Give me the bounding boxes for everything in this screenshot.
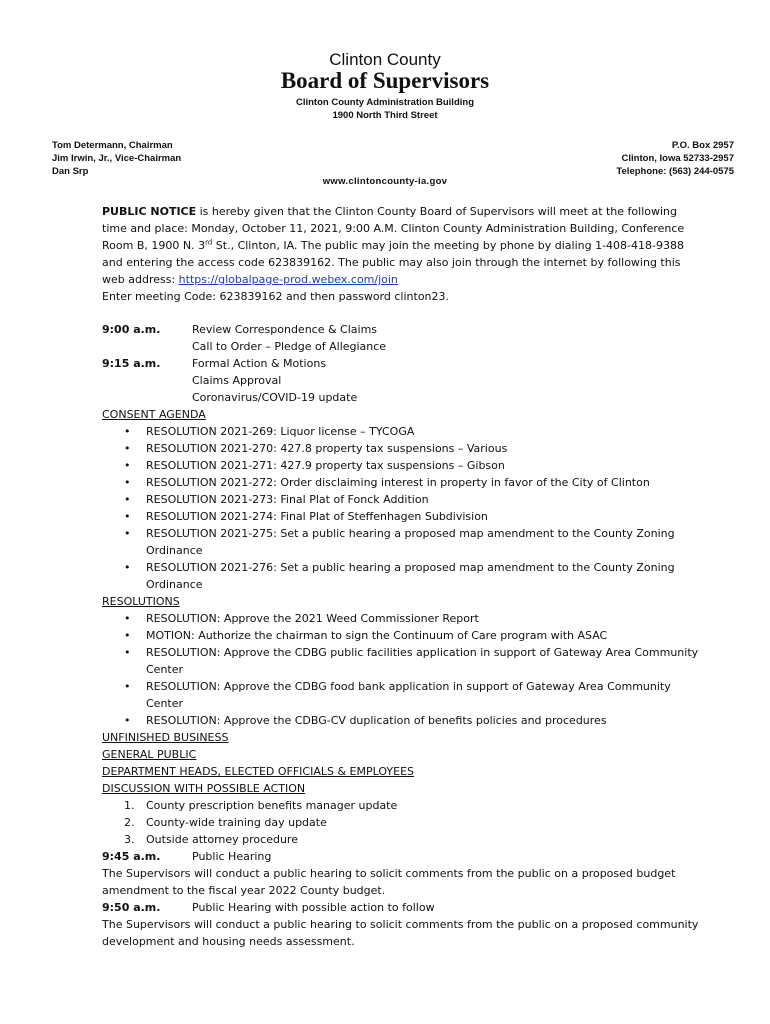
discussion-heading: DISCUSSION WITH POSSIBLE ACTION (102, 782, 306, 795)
item-text: Outside attorney procedure (146, 833, 298, 846)
hearing-row (102, 899, 702, 916)
schedule-row (102, 355, 702, 372)
public-notice (102, 203, 702, 305)
list-item: • RESOLUTION 2021-274: Final Plat of Steffenhagen Subdivision (102, 508, 702, 525)
agenda-body (102, 203, 702, 950)
county-title: Clinton County (329, 50, 441, 69)
schedule-item: Call to Order – Pledge of Allegiance (192, 340, 387, 353)
hearing-title: Public Hearing (192, 850, 272, 863)
list-item: • RESOLUTION: Approve the CDBG-CV duplication of benefits policies and procedures (102, 712, 702, 729)
list-item: • RESOLUTION 2021-271: 427.9 property tax suspensions – Gibson (102, 457, 702, 474)
schedule-time (102, 389, 192, 406)
item-number: 2. (124, 816, 135, 829)
schedule-row (102, 321, 702, 338)
street-address: 1900 North Third Street (332, 110, 438, 121)
list-item: • RESOLUTION 2021-275: Set a public hearing a proposed map amendment to the County Zoning Ordinance (102, 525, 702, 559)
item-number: 1. (124, 799, 135, 812)
meeting-code: Enter meeting Code: 623839162 and then password clinton23. (102, 290, 450, 303)
discussion-list (102, 797, 702, 848)
list-item: • RESOLUTION 2021-276: Set a public hearing a proposed map amendment to the County Zoning Ordinance (102, 559, 702, 593)
hearing-time: 9:50 a.m. (102, 901, 161, 914)
notice-line: St., Clinton, IA. The public may join the meeting by phone by dialing 1-408-418-9388 (212, 239, 684, 252)
notice-line: web address: (102, 273, 179, 286)
list-item: • RESOLUTION 2021-270: 427.8 property tax suspensions – Various (102, 440, 702, 457)
schedule-item: Claims Approval (192, 374, 282, 387)
hearing-description: The Supervisors will conduct a public hearing to solicit comments from the public on a proposed community development and housing needs assessment. (102, 918, 699, 948)
officials-list (52, 139, 181, 178)
telephone: Telephone: (563) 244-0575 (616, 166, 734, 177)
list-item: • RESOLUTION: Approve the CDBG public facilities application in support of Gateway Area Community Center (102, 644, 702, 678)
unfinished-business-heading: UNFINISHED BUSINESS (102, 731, 229, 744)
consent-agenda-list (102, 423, 702, 593)
item-text: County-wide training day update (146, 816, 327, 829)
notice-line: Room B, 1900 N. 3 (102, 239, 206, 252)
hearing-description: The Supervisors will conduct a public hearing to solicit comments from the public on a proposed budget amendment to the fiscal year 2022 County budget. (102, 867, 676, 897)
official-member: Dan Srp (52, 166, 89, 177)
list-item: • RESOLUTION: Approve the 2021 Weed Commissioner Report (102, 610, 702, 627)
list-item (102, 814, 702, 831)
consent-agenda-heading: CONSENT AGENDA (102, 408, 206, 421)
resolutions-heading: RESOLUTIONS (102, 595, 180, 608)
notice-line: time and place: Monday, October 11, 2021, 9:00 A.M. Clinton County Administration Building, Conference (102, 222, 685, 235)
notice-line: and entering the access code 623839162. The public may also join through the internet by following this (102, 256, 681, 269)
list-item: • RESOLUTION: Approve the CDBG food bank application in support of Gateway Area Community Center (102, 678, 702, 712)
official-chairman: Tom Determann, Chairman (52, 140, 173, 151)
schedule-time: 9:15 a.m. (102, 357, 161, 370)
schedule-time (102, 372, 192, 389)
schedule-row (102, 338, 702, 355)
schedule-row (102, 389, 702, 406)
list-item: • RESOLUTION 2021-272: Order disclaiming interest in property in favor of the City of Clinton (102, 474, 702, 491)
list-item: • RESOLUTION 2021-273: Final Plat of Fonck Addition (102, 491, 702, 508)
building-name: Clinton County Administration Building (295, 97, 474, 108)
item-number: 3. (124, 833, 135, 846)
schedule-time: 9:00 a.m. (102, 323, 161, 336)
list-item (102, 797, 702, 814)
item-text: County prescription benefits manager update (146, 799, 398, 812)
city-zip: Clinton, Iowa 52733-2957 (621, 153, 734, 164)
webex-link[interactable]: https://globalpage-prod.webex.com/join (178, 273, 398, 286)
board-title: Board of Supervisors (280, 68, 490, 93)
hearing-time: 9:45 a.m. (102, 850, 161, 863)
department-heads-heading: DEPARTMENT HEADS, ELECTED OFFICIALS & EMPLOYEES (102, 765, 415, 778)
general-public-heading: GENERAL PUBLIC (102, 748, 197, 761)
schedule-item: Coronavirus/COVID-19 update (192, 391, 358, 404)
hearing-title: Public Hearing with possible action to follow (192, 901, 435, 914)
hearing-row (102, 848, 702, 865)
ordinal-suffix: rd (205, 238, 213, 247)
notice-label: PUBLIC NOTICE (102, 205, 197, 218)
schedule-item: Formal Action & Motions (192, 357, 327, 370)
contact-info (616, 139, 734, 178)
list-item (102, 831, 702, 848)
notice-line: is hereby given that the Clinton County Board of Supervisors will meet at the following (196, 205, 677, 218)
po-box: P.O. Box 2957 (671, 140, 734, 151)
official-vice-chairman: Jim Irwin, Jr., Vice-Chairman (52, 153, 182, 164)
schedule-time (102, 338, 192, 355)
list-item: • RESOLUTION 2021-269: Liquor license – TYCOGA (102, 423, 702, 440)
schedule-item: Review Correspondence & Claims (192, 323, 378, 336)
website: www.clintoncounty-ia.gov (322, 176, 448, 187)
schedule (102, 321, 702, 406)
resolutions-list (102, 610, 702, 729)
schedule-row (102, 372, 702, 389)
list-item: • MOTION: Authorize the chairman to sign the Continuum of Care program with ASAC (102, 627, 702, 644)
